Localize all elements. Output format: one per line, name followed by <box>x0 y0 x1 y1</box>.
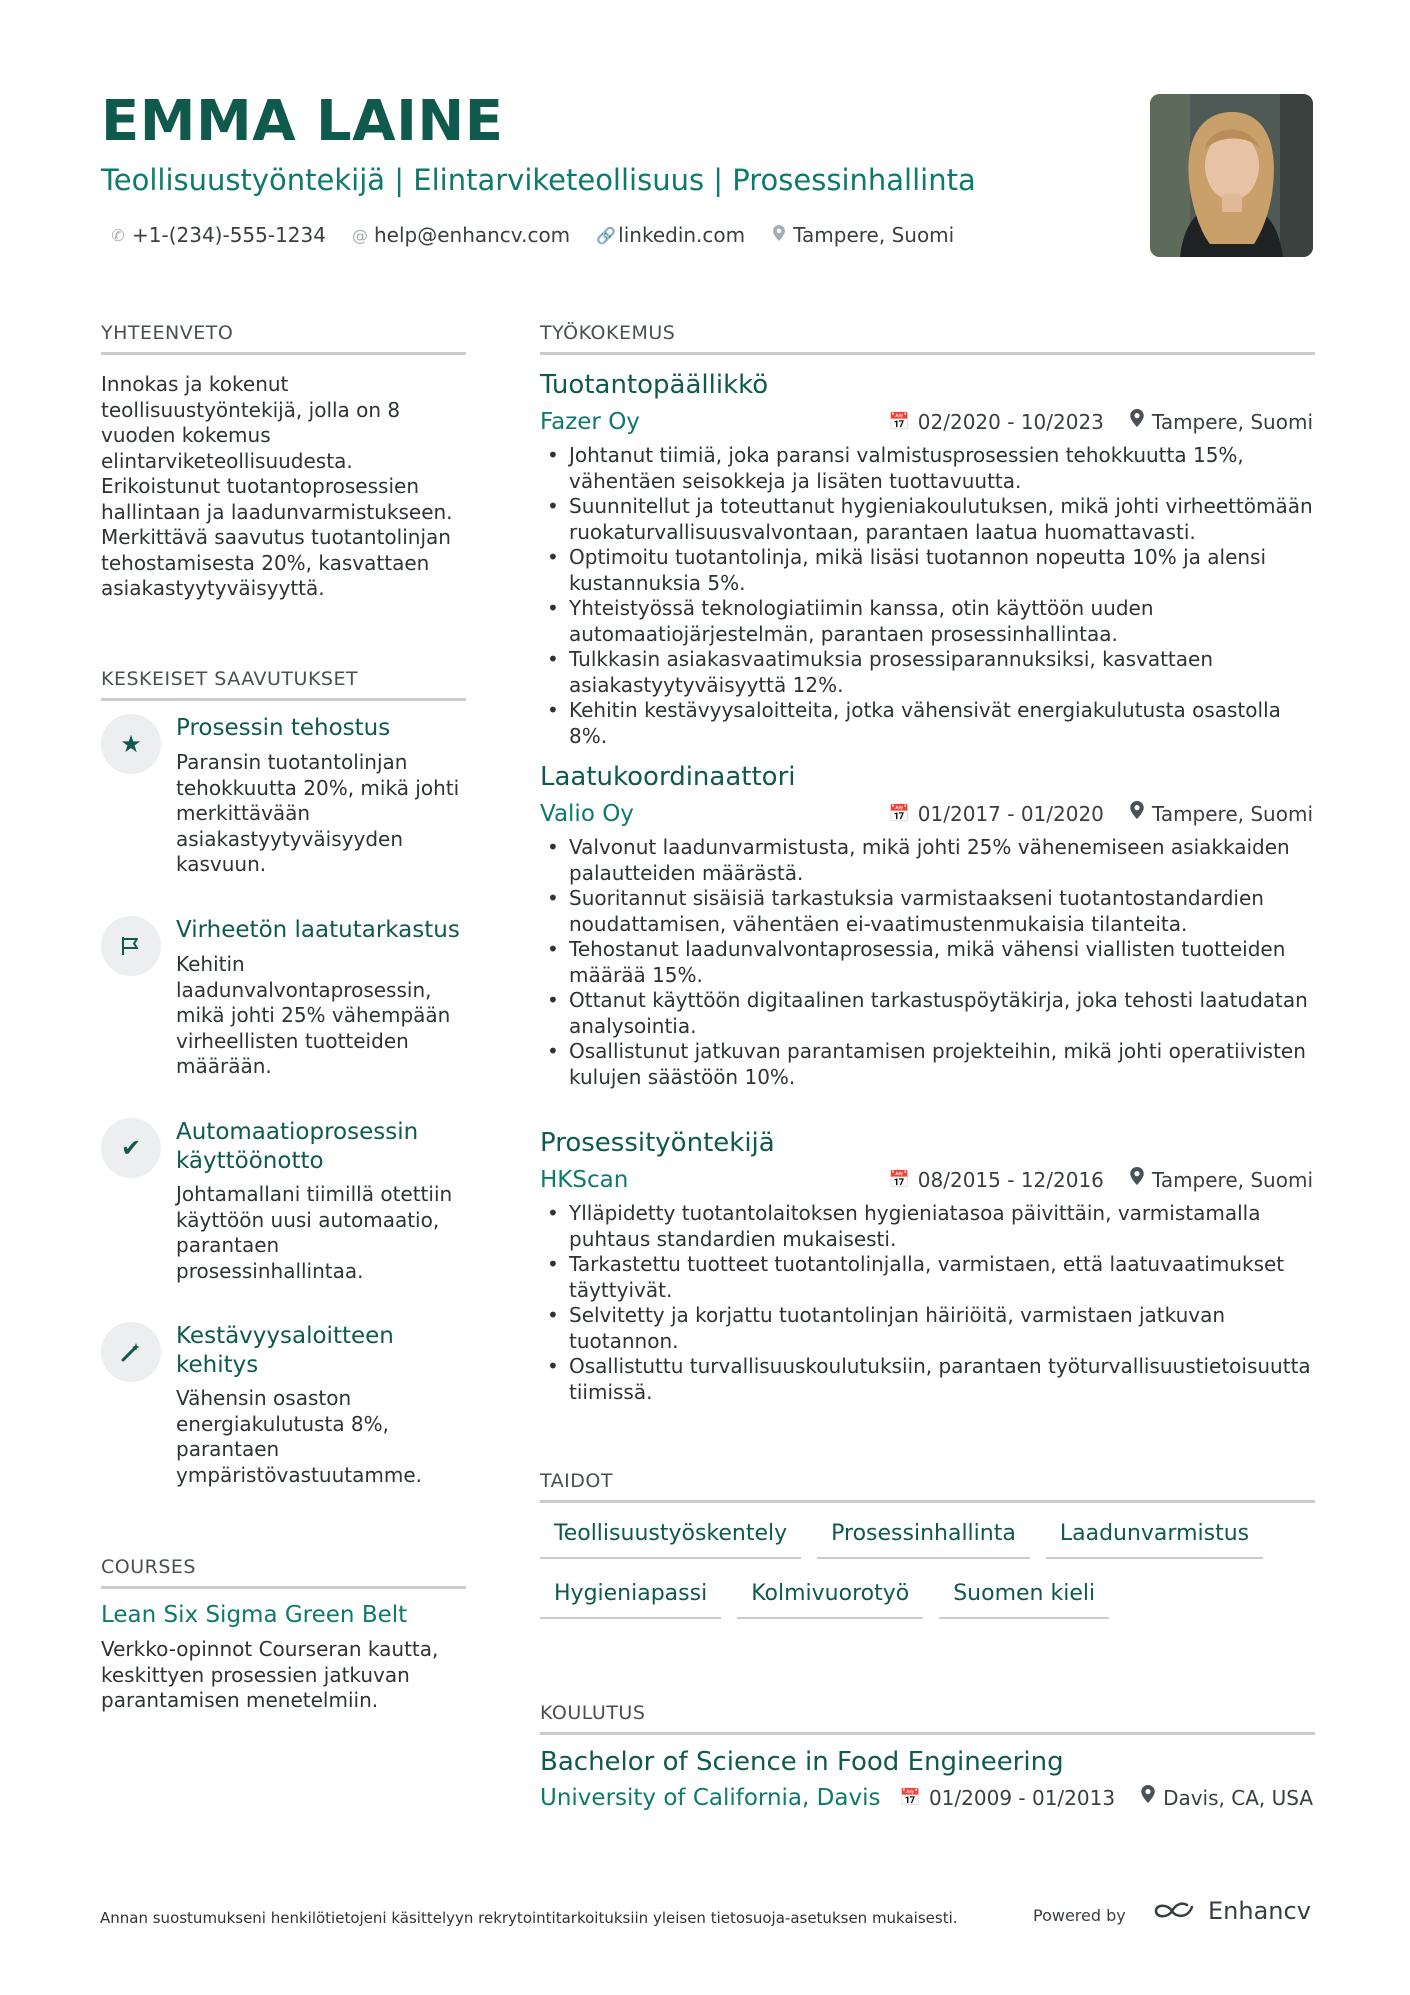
bullet-item: • Kehitin kestävyysaloitteita, jotka vähensivät energiakulutusta osastolla 8%. <box>545 698 1315 749</box>
bullet-item: • Johtanut tiimiä, joka paransi valmistusprosessien tehokkuutta 15%, vähentäen seisokkeja ja lisäten tuottavuutta. <box>545 443 1315 494</box>
star-icon: ★ <box>101 714 161 774</box>
job-location: Tampere, Suomi <box>1151 802 1313 826</box>
skills-heading: TAIDOT <box>540 1470 1315 1503</box>
skills-list <box>540 1515 1320 1635</box>
phone-icon: ✆ <box>111 225 125 245</box>
skill-tag: Prosessinhallinta <box>817 1515 1030 1559</box>
job-dates: 01/2017 - 01/2020 <box>917 802 1104 826</box>
contact-linkedin-text: linkedin.com <box>618 223 746 247</box>
contact-location <box>771 223 954 247</box>
gdpr-consent: Annan suostumukseni henkilötietojeni käsittelyyn rekrytointitarkoituksiin yleisen tietosuoja-asetuksen mukaisesti. <box>100 1909 958 1927</box>
job-bullets <box>545 443 1315 749</box>
bullet-item: • Suoritannut sisäisiä tarkastuksia varmistaakseni tuotantostandardien noudattamisen, vähentäen ei-vaatimustenmukaisia tilanteita. <box>545 886 1315 937</box>
location-icon <box>1130 799 1144 829</box>
skill-row <box>540 1515 1320 1559</box>
bullet-item: • Ottanut käyttöön digitaalinen tarkastuspöytäkirja, joka tehosti laatudatan analysointia. <box>545 988 1315 1039</box>
bullet-item: • Osallistuttu turvallisuuskoulutuksiin, parantaen työturvallisuustietoisuutta tiimissä. <box>545 1354 1315 1405</box>
course-title: Lean Six Sigma Green Belt <box>101 1602 408 1628</box>
achievement-item <box>101 916 471 1086</box>
location-icon <box>1141 1783 1155 1813</box>
job-title: Prosessityöntekijä <box>540 1128 775 1158</box>
achievement-title: Prosessin tehostus <box>176 715 391 741</box>
flag-icon <box>101 916 161 976</box>
location-icon <box>771 225 787 245</box>
education-location: Davis, CA, USA <box>1163 1786 1313 1810</box>
bullet-item: • Tulkkasin asiakasvaatimuksia prosessiparannuksiksi, kasvattaen asiakastyytyväisyyttä 12%. <box>545 647 1315 698</box>
summary-heading: YHTEENVETO <box>101 322 466 355</box>
skill-tag: Suomen kieli <box>939 1575 1109 1619</box>
job-bullets <box>545 835 1315 1090</box>
job-location: Tampere, Suomi <box>1151 1168 1313 1192</box>
achievement-desc: Johtamallani tiimillä otettiin käyttöön uusi automaatio, parantaen prosessinhallintaa. <box>176 1182 453 1283</box>
link-icon: 🔗 <box>596 225 617 245</box>
job-company: HKScan <box>540 1167 629 1193</box>
job-meta <box>889 1165 1313 1195</box>
contact-location-text: Tampere, Suomi <box>793 223 955 247</box>
bullet-item: • Selvitetty ja korjattu tuotantolinjan häiriöitä, varmistaen jatkuvan tuotannon. <box>545 1303 1315 1354</box>
job-title: Tuotantopäällikkö <box>540 370 769 400</box>
location-icon <box>1130 1165 1144 1195</box>
calendar-icon: 📅 <box>888 412 910 432</box>
calendar-icon: 📅 <box>899 1788 921 1808</box>
bullet-item: • Tarkastettu tuotteet tuotantolinjalla, varmistaen, että laatuvaatimukset täyttyivät. <box>545 1252 1315 1303</box>
school-name: University of California, Davis <box>540 1785 881 1811</box>
bullet-item: • Ylläpidetty tuotantolaitoksen hygieniatasoa päivittäin, varmistamalla puhtaus standardien mukaisesti. <box>545 1201 1315 1252</box>
education-heading: KOULUTUS <box>540 1702 1315 1735</box>
contact-phone[interactable] <box>110 223 326 247</box>
skill-tag: Laadunvarmistus <box>1046 1515 1263 1559</box>
degree-title: Bachelor of Science in Food Engineering <box>540 1747 1064 1777</box>
calendar-icon: 📅 <box>888 1170 910 1190</box>
profile-photo <box>1150 94 1313 257</box>
job-company: Valio Oy <box>540 801 634 827</box>
enhancv-logo[interactable] <box>1152 1897 1311 1925</box>
contact-phone-text: +1-(234)-555-1234 <box>132 223 326 247</box>
powered-by-label: Powered by <box>1033 1906 1126 1925</box>
bullet-item: • Optimoitu tuotantolinja, mikä lisäsi tuotannon nopeutta 10% ja alensi kustannuksia 5%. <box>545 545 1315 596</box>
job-meta <box>889 799 1313 829</box>
achievement-item <box>101 1322 471 1502</box>
contact-email[interactable] <box>352 223 570 247</box>
achievement-desc: Vähensin osaston energiakulutusta 8%, parantaen ympäristövastuutamme. <box>176 1386 422 1487</box>
skill-tag: Teollisuustyöskentely <box>540 1515 801 1559</box>
calendar-icon: 📅 <box>888 804 910 824</box>
experience-heading: TYÖKOKEMUS <box>540 322 1315 355</box>
achievement-item <box>101 714 471 884</box>
at-icon: @ <box>351 225 368 245</box>
job-company: Fazer Oy <box>540 409 640 435</box>
bullet-item: • Suunnitellut ja toteuttanut hygieniakoulutuksen, mikä johti virheettömään ruokaturvallisuusvalvontaan, parantaen laatua huomattavasti. <box>545 494 1315 545</box>
achievement-desc: Paransin tuotantolinjan tehokkuutta 20%, mikä johti merkittävään asiakastyytyväisyyden kasvuun. <box>176 750 460 876</box>
job-location: Tampere, Suomi <box>1151 410 1313 434</box>
achievement-title: Virheetön laatutarkastus <box>176 917 460 943</box>
magic-wand-icon <box>101 1322 161 1382</box>
skill-tag: Hygieniapassi <box>540 1575 721 1619</box>
enhancv-brand-text: Enhancv <box>1208 1897 1311 1925</box>
job-dates: 02/2020 - 10/2023 <box>917 410 1104 434</box>
skill-tag: Kolmivuorotyö <box>737 1575 923 1619</box>
education-meta <box>900 1783 1313 1813</box>
contact-email-text: help@enhancv.com <box>373 223 571 247</box>
skill-row <box>540 1575 1320 1619</box>
achievement-desc: Kehitin laadunvalvontaprosessin, mikä johti 25% vähempään virheellisten tuotteiden määrään. <box>176 952 451 1078</box>
achievement-item <box>101 1118 471 1298</box>
location-icon <box>1130 407 1144 437</box>
education-dates: 01/2009 - 01/2013 <box>928 1786 1116 1810</box>
achievement-title: Kestävyysaloitteen kehitys <box>176 1323 394 1378</box>
bullet-item: • Yhteistyössä teknologiatiimin kanssa, otin käyttöön uuden automaatiojärjestelmän, parantaen prosessinhallintaa. <box>545 596 1315 647</box>
check-icon: ✔ <box>101 1118 161 1178</box>
job-meta <box>889 407 1313 437</box>
contact-row <box>110 220 980 250</box>
bullet-item: • Valvonut laadunvarmistusta, mikä johti 25% vähenemiseen asiakkaiden palautteiden määrästä. <box>545 835 1315 886</box>
summary-text: Innokas ja kokenut teollisuustyöntekijä, jolla on 8 vuoden kokemus elintarviketeollisuudesta. Erikoistunut tuotantoprosessien hallintaan ja laadunvarmistukseen. Merkittävä saavutus tuotantolinjan tehostamisesta 20%, kasvattaen asiakastyytyväisyyttä. <box>101 372 453 600</box>
course-desc: Verkko-opinnot Courseran kautta, keskittyen prosessien jatkuvan parantamisen menetelmiin. <box>101 1637 439 1712</box>
job-bullets <box>545 1201 1315 1405</box>
contact-linkedin[interactable] <box>596 223 745 247</box>
achievement-title: Automaatioprosessin käyttöönotto <box>176 1119 419 1174</box>
candidate-name: EMMA LAINE <box>101 89 504 154</box>
bullet-item: • Tehostanut laadunvalvontaprosessia, mikä vähensi viallisten tuotteiden määrää 15%. <box>545 937 1315 988</box>
job-title: Laatukoordinaattori <box>540 762 796 792</box>
courses-heading: COURSES <box>101 1556 466 1589</box>
candidate-subtitle: Teollisuustyöntekijä | Elintarviketeollisuus | Prosessinhallinta <box>101 163 976 197</box>
bullet-item: • Osallistunut jatkuvan parantamisen projekteihin, mikä johti operatiivisten kulujen säästöön 10%. <box>545 1039 1315 1090</box>
job-dates: 08/2015 - 12/2016 <box>917 1168 1104 1192</box>
achievements-heading: KESKEISET SAAVUTUKSET <box>101 668 466 701</box>
enhancv-logo-icon <box>1152 1899 1198 1923</box>
